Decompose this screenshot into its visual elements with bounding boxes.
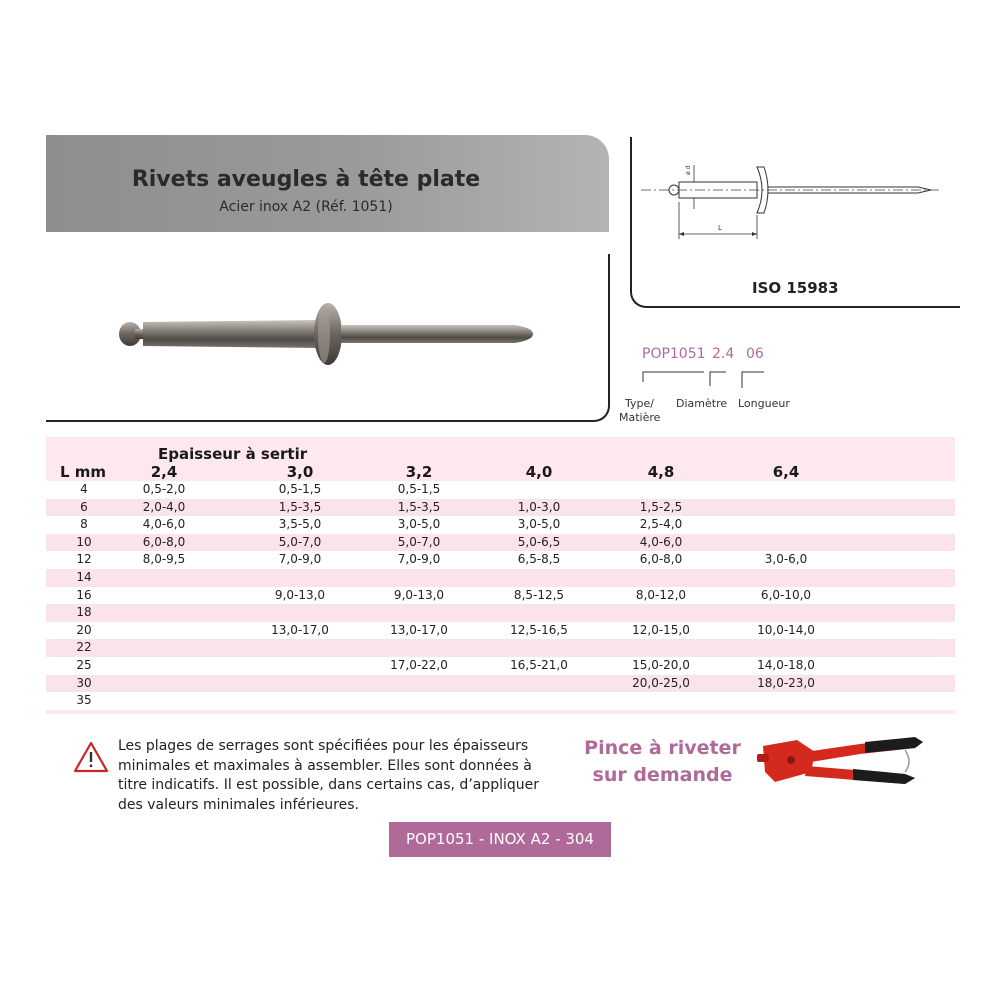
table-cell: 3,5-5,0	[278, 517, 322, 532]
dim-d-label: ø d	[685, 165, 692, 175]
table-cell: 1,5-3,5	[278, 499, 322, 514]
table-cell: 13,0-17,0	[390, 622, 448, 637]
table-cell: 8,0-9,5	[142, 552, 186, 567]
table-cell: 8,0-12,0	[635, 587, 687, 602]
table-row	[46, 481, 955, 499]
row-length: 4	[80, 482, 88, 496]
table-row	[46, 692, 955, 710]
table-cell: 13,0-17,0	[271, 622, 329, 637]
table-row	[46, 534, 955, 552]
code-legend-lines	[640, 366, 770, 396]
rivet-pliers-image	[755, 732, 930, 794]
table-cell: 5,0-6,5	[517, 534, 561, 549]
table-cell: 18,0-23,0	[757, 675, 815, 690]
column-header: 3,0	[286, 463, 314, 481]
table-cell: 14,0-18,0	[757, 658, 815, 672]
table-cell: 12,5-16,5	[510, 622, 568, 637]
table-cell: 1,0-3,0	[517, 499, 561, 514]
table-row	[46, 622, 955, 640]
legend-length-label: Longueur	[738, 397, 790, 410]
table-cell: 6,0-8,0	[142, 534, 186, 549]
page-subtitle: Acier inox A2 (Réf. 1051)	[219, 199, 393, 215]
table-cell: 6,5-8,5	[517, 552, 561, 567]
dim-l-label: L	[718, 224, 722, 232]
table-row	[46, 569, 955, 587]
table-cell: 7,0-9,0	[278, 552, 322, 567]
table-cell: 20,0-25,0	[632, 675, 690, 690]
reference-badge: POP1051 - INOX A2 - 304	[389, 822, 611, 857]
table-row	[46, 551, 955, 569]
column-header: 4,0	[525, 463, 553, 481]
table-cell: 0,5-1,5	[397, 482, 441, 496]
table-row	[46, 516, 955, 534]
table-cell: 2,0-4,0	[142, 499, 186, 514]
table-row	[46, 587, 955, 605]
table-cell: 7,0-9,0	[397, 552, 441, 567]
technical-drawing	[636, 157, 946, 247]
row-length: 35	[76, 693, 92, 708]
row-length: 8	[80, 517, 88, 532]
table-row	[46, 604, 955, 622]
row-length: 6	[80, 499, 88, 514]
column-header: 6,4	[772, 463, 800, 481]
row-length: 25	[76, 658, 92, 672]
row-length: 10	[76, 534, 92, 549]
table-cell: 4,0-6,0	[142, 517, 186, 532]
table-row-header: L mm	[60, 463, 107, 481]
row-length: 16	[76, 587, 92, 602]
table-cell: 1,5-2,5	[639, 499, 683, 514]
row-length: 12	[76, 552, 92, 567]
table-row	[46, 499, 955, 517]
warning-icon	[73, 741, 109, 773]
table-cell: 4,0-6,0	[639, 534, 683, 549]
iso-standard-label: ISO 15983	[752, 279, 839, 297]
code-type: POP1051	[642, 346, 706, 362]
table-cell: 9,0-13,0	[274, 587, 326, 602]
range-notice: Les plages de serrages sont spécifiées pour les épaisseurs minimales et maximales à assembler. Elles sont données à titre indicatifs. Il est possible, dans certains cas, d’appliquer des valeurs minimales inférieures.	[118, 738, 540, 813]
row-length: 30	[76, 675, 92, 690]
promo-line-2: sur demande	[592, 764, 733, 786]
legend-type-label: Type/	[625, 397, 654, 410]
table-cell: 10,0-14,0	[757, 622, 815, 637]
table-cell: 17,0-22,0	[390, 658, 448, 672]
table-cell: 0,5-2,0	[142, 482, 186, 496]
table-cell: 16,5-21,0	[510, 658, 568, 672]
column-header: 3,2	[405, 463, 433, 481]
row-length: 14	[76, 570, 92, 584]
legend-material-label: Matière	[619, 411, 661, 424]
table-cell: 9,0-13,0	[393, 587, 445, 602]
row-length: 22	[76, 640, 92, 655]
table-row	[46, 639, 955, 657]
legend-diameter-label: Diamètre	[676, 397, 728, 410]
table-cell: 3,0-5,0	[397, 517, 441, 532]
table-row	[46, 657, 955, 675]
table-cell: 12,0-15,0	[632, 622, 690, 637]
table-cell: 15,0-20,0	[632, 658, 690, 672]
table-cell: 0,5-1,5	[278, 482, 322, 496]
promo-line-1: Pince à riveter	[584, 737, 741, 759]
table-cell: 6,0-10,0	[760, 587, 812, 602]
page-title: Rivets aveugles à tête plate	[131, 167, 481, 192]
row-length: 20	[76, 622, 92, 637]
column-header: 2,4	[150, 463, 178, 481]
table-cell: 3,0-5,0	[517, 517, 561, 532]
table-cell: 5,0-7,0	[397, 534, 441, 549]
row-length: 18	[76, 605, 92, 620]
table-group-header: Epaisseur à sertir	[158, 445, 308, 463]
table-cell: 6,0-8,0	[639, 552, 683, 567]
table-cell: 3,0-6,0	[764, 552, 808, 567]
table-row	[46, 675, 955, 693]
code-diameter: 2.4	[712, 346, 735, 362]
code-length: 06	[746, 346, 764, 362]
table-cell: 8,5-12,5	[513, 587, 565, 602]
column-header: 4,8	[647, 463, 675, 481]
header-banner	[46, 135, 609, 232]
riveter-promo	[575, 735, 750, 789]
crimp-thickness-table	[46, 437, 955, 714]
rivet-photo	[105, 296, 540, 376]
table-cell: 5,0-7,0	[278, 534, 322, 549]
table-cell: 2,5-4,0	[639, 517, 683, 532]
table-cell: 1,5-3,5	[397, 499, 441, 514]
